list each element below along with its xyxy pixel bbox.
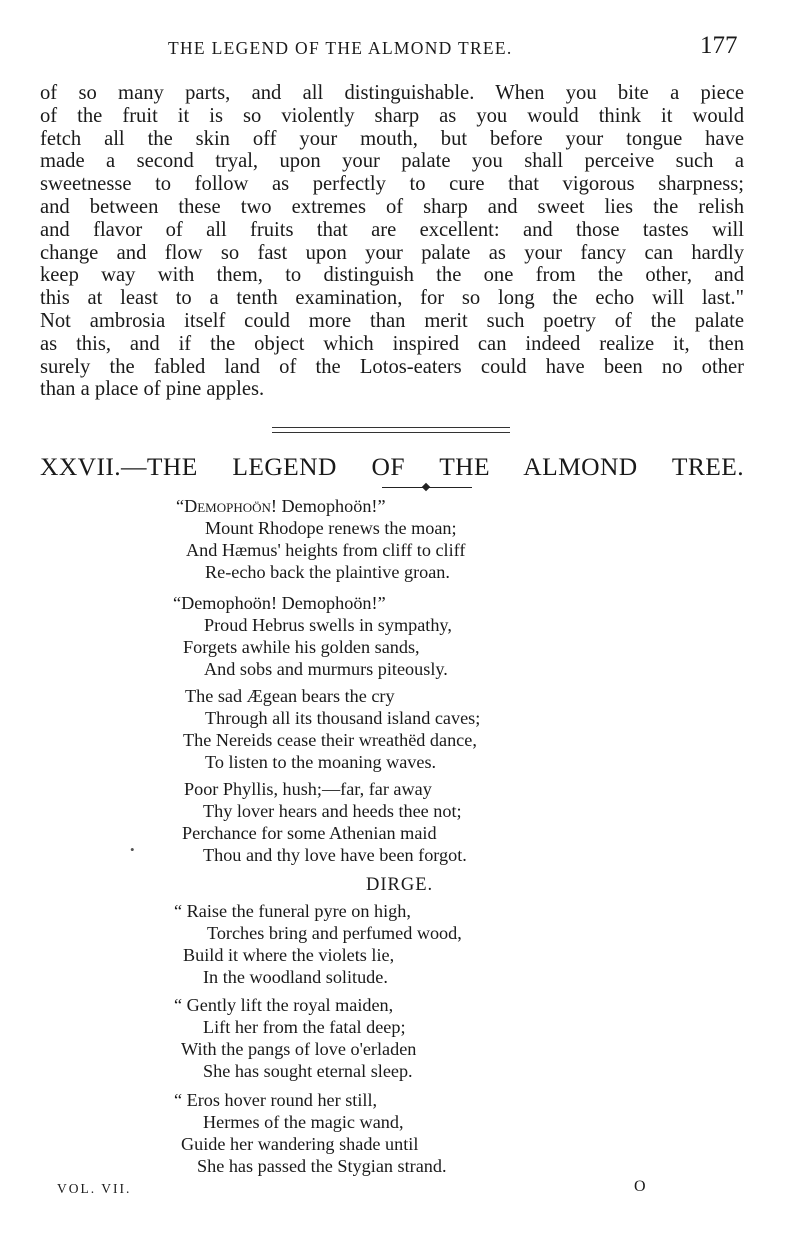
poem-line: Re-echo back the plaintive groan. bbox=[205, 562, 450, 582]
prose-line: this at least to a tenth examination, for so long the echo will last." bbox=[40, 287, 744, 310]
prose-line: than a place of pine apples. bbox=[40, 378, 265, 401]
poem-line: Thy lover hears and heeds thee not; bbox=[203, 801, 462, 821]
poem-line: She has passed the Stygian strand. bbox=[197, 1156, 447, 1176]
poem-line: To listen to the moaning waves. bbox=[205, 752, 437, 772]
poem-line: Hermes of the magic wand, bbox=[203, 1112, 404, 1132]
poem-line: Through all its thousand island caves; bbox=[205, 708, 481, 728]
poem-line: Poor Phyllis, hush;—far, far away bbox=[184, 779, 432, 799]
prose-line: change and flow so fast upon your palate as your fancy can hardly bbox=[40, 241, 744, 264]
poem-line-rest: ! Demophoön!” bbox=[270, 496, 386, 516]
poem-line: Build it where the violets lie, bbox=[183, 945, 395, 965]
page-number: 177 bbox=[700, 32, 738, 59]
prose-line: of the fruit it is so violently sharp as you would think it would bbox=[40, 104, 744, 127]
prose-line: as this, and if the object which inspired can indeed realize it, then bbox=[40, 332, 744, 355]
prose-line: and between these two extremes of sharp and sweet lies the relish bbox=[40, 195, 744, 218]
poem-line bbox=[176, 496, 386, 517]
open-quote: “ bbox=[176, 496, 185, 516]
poem-line: “ Raise the funeral pyre on high, bbox=[174, 901, 411, 921]
poem-line: Proud Hebrus swells in sympathy, bbox=[204, 615, 452, 635]
running-head bbox=[0, 34, 788, 64]
running-head-title: THE LEGEND OF THE ALMOND TREE. bbox=[168, 38, 513, 58]
prose-line: made a second tryal, upon your palate you shall perceive such a bbox=[40, 150, 744, 173]
title-ornament bbox=[382, 484, 472, 492]
prose-line: sweetnesse to follow as perfectly to cure that vigorous sharpness; bbox=[40, 173, 744, 196]
poem-line: Guide her wandering shade until bbox=[181, 1134, 419, 1154]
section-title: XXVII.—THE LEGEND OF THE ALMOND TREE. bbox=[40, 452, 744, 481]
poem-line: She has sought eternal sleep. bbox=[203, 1061, 413, 1081]
poem-line: In the woodland solitude. bbox=[203, 967, 388, 987]
footer-signature-mark: O bbox=[634, 1178, 646, 1195]
poem-line: The sad Ægean bears the cry bbox=[185, 686, 395, 706]
poem-line: “ Eros hover round her still, bbox=[174, 1090, 378, 1110]
footer-volume: VOL. VII. bbox=[57, 1181, 132, 1196]
poem-line: Perchance for some Athenian maid bbox=[182, 823, 437, 843]
section-divider-rule bbox=[272, 427, 510, 433]
poem-line: Torches bring and perfumed wood, bbox=[207, 923, 462, 943]
poem-line: “ Gently lift the royal maiden, bbox=[174, 995, 394, 1015]
prose-paragraph bbox=[40, 82, 744, 401]
poem-line: The Nereids cease their wreathëd dance, bbox=[183, 730, 477, 750]
prose-line: fetch all the skin off your mouth, but before your tongue have bbox=[40, 127, 744, 150]
poem-line: And Hæmus' heights from cliff to cliff bbox=[186, 540, 466, 560]
poem-line: Lift her from the fatal deep; bbox=[203, 1017, 406, 1037]
print-speck: • bbox=[130, 842, 135, 857]
prose-line: of so many parts, and all distinguishable. When you bite a piece bbox=[40, 82, 744, 104]
prose-line: keep way with them, to distinguish the one from the other, and bbox=[40, 264, 744, 287]
prose-line: and flavor of all fruits that are excellent: and those tastes will bbox=[40, 218, 744, 241]
poem-name-smallcaps: Demophoön bbox=[184, 496, 271, 516]
poem-line: Thou and thy love have been forgot. bbox=[203, 845, 467, 865]
poem-line: “Demophoön! Demophoön!” bbox=[173, 593, 386, 613]
prose-line: Not ambrosia itself could more than merit such poetry of the palate bbox=[40, 309, 744, 332]
poem-line: With the pangs of love o'erladen bbox=[181, 1039, 417, 1059]
poem-line: Forgets awhile his golden sands, bbox=[183, 637, 420, 657]
prose-line: surely the fabled land of the Lotos-eaters could have been no other bbox=[40, 355, 744, 378]
ornament-diamond-icon bbox=[422, 483, 430, 491]
poem-line: And sobs and murmurs piteously. bbox=[204, 659, 448, 679]
dirge-heading: DIRGE. bbox=[366, 875, 434, 895]
poem-line: Mount Rhodope renews the moan; bbox=[205, 518, 457, 538]
